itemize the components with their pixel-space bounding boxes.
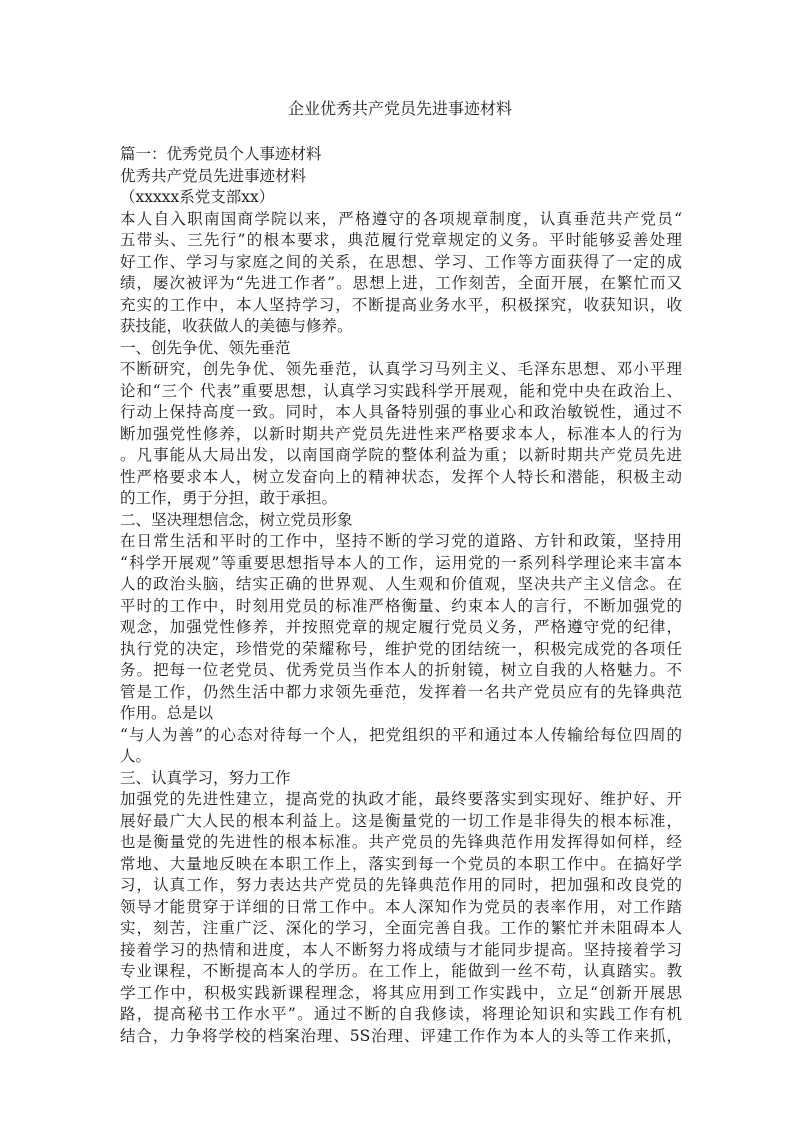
text-line: 人。: [120, 747, 152, 765]
text-line: 执行党的决定，珍惜党的荣耀称号，维护党的团结统一，积极完成党的各项任: [120, 639, 682, 658]
text-line: 也是衡量党的先进性的根本标准。共产党员的先锋典范作用发挥得如何样，经: [120, 833, 682, 851]
text-line: 的工作，勇于分担，敢于承担。: [120, 489, 338, 507]
text-line: 务。把每一位老党员、优秀党员当作本人的折射镜，树立自我的人格魅力。不: [120, 661, 682, 679]
text-line: 三、认真学习，努力工作: [120, 768, 291, 787]
text-line: 获技能，收获做人的美德与修养。: [120, 317, 353, 335]
text-line: 展好最广大人民的根本利益上。这是衡量党的一切工作是非得失的根本标准，: [120, 811, 682, 830]
document-body: [120, 144, 682, 1047]
text-line: 好工作、学习与家庭之间的关系，在思想、学习、工作等方面获得了一定的成: [120, 252, 682, 271]
text-line: 结合，力争将学校的档案治理、5S治理、评建工作作为本人的头等工作来抓，: [120, 1026, 682, 1045]
text-line: 实，刻苦，注重广泛、深化的学习，全面完善自我。工作的繁忙并未阻碍本人: [120, 919, 682, 937]
text-line: 论和“三个 代表”重要思想，认真学习实践科学开展观，能和党中央在政治上、: [120, 381, 682, 400]
text-line: 篇一：优秀党员个人事迹材料: [120, 145, 322, 163]
text-line: 五带头、三先行”的根本要求，典范履行党章规定的义务。平时能够妥善处理: [120, 231, 682, 249]
text-line: 行动上保持高度一致。同时，本人具备特别强的事业心和政治敏锐性，通过不: [120, 403, 682, 421]
text-line: 加强党的先进性建立，提高党的执政才能，最终要落实到实现好、维护好、开: [120, 790, 682, 808]
text-line: 常地、大量地反映在本职工作上，落实到每一个党员的本职工作中。在搞好学: [120, 854, 682, 873]
text-line: 习，认真工作，努力表达共产党员的先锋典范作用的同时，把加强和改良党的: [120, 876, 682, 894]
text-line: 接着学习的热情和进度，本人不断努力将成绩与才能同步提高。坚持接着学习: [120, 940, 682, 959]
text-line: 一、创先争优、领先垂范: [120, 338, 291, 357]
document-title: 企业优秀共产党员先进事迹材料: [287, 99, 512, 118]
text-line: 二、坚决理想信念，树立党员形象: [120, 510, 353, 529]
text-line: 充实的工作中，本人坚持学习，不断提高业务水平，积极探究，收获知识，收: [120, 295, 682, 314]
text-line: 在日常生活和平时的工作中，坚持不断的学习党的道路、方针和政策，坚持用: [120, 532, 682, 550]
text-line: 。凡事能从大局出发，以南国商学院的整体利益为重；以新时期共产党员先进: [120, 446, 682, 464]
text-line: “科学开展观”等重要思想指导本人的工作，运用党的一系列科学理论来丰富本: [120, 553, 682, 572]
text-line: 专业课程，不断提高本人的学历。在工作上，能做到一丝不苟，认真踏实。教: [120, 962, 682, 980]
text-line: 学工作中，积极实践新课程理念，将其应用到工作实践中，立足“创新开展思: [120, 983, 682, 1002]
text-line: 不断研究，创先争优、领先垂范，认真学习马列主义、毛泽东思想、邓小平理: [120, 360, 682, 378]
text-line: 绩，屡次被评为“先进工作者”。思想上进，工作刻苦，全面开展，在繁忙而又: [120, 274, 682, 292]
text-line: 断加强党性修养，以新时期共产党员先进性来严格要求本人，标准本人的行为: [120, 424, 682, 443]
text-line: 优秀共产党员先进事迹材料: [120, 166, 307, 185]
text-line: 本人自入职南国商学院以来，严格遵守的各项规章制度，认真垂范共产党员“: [120, 209, 682, 228]
text-line: 领导才能贯穿于详细的日常工作中。本人深知作为党员的表率作用，对工作踏: [120, 897, 682, 916]
text-line: “与人为善”的心态对待每一个人，把党组织的平和通过本人传输给每位四周的: [120, 725, 682, 744]
text-line: 作用。总是以: [120, 704, 214, 722]
text-line: 平时的工作中，时刻用党员的标准严格衡量、约束本人的言行，不断加强党的: [120, 596, 682, 615]
text-line: 观念，加强党性修养，并按照党章的规定履行党员义务，严格遵守党的纪律，: [120, 618, 682, 636]
text-line: 管是工作，仍然生活中都力求领先垂范，发挥着一名共产党员应有的先锋典范: [120, 682, 682, 701]
text-line: （xxxxx系党支部xx）: [120, 188, 275, 206]
text-line: 路，提高秘书工作水平”。通过不断的自我修读，将理论知识和实践工作有机: [120, 1005, 682, 1023]
text-line: 性严格要求本人，树立发奋向上的精神状态，发挥个人特长和潜能，积极主动: [120, 467, 682, 486]
text-line: 人的政治头脑，结实正确的世界观、人生观和价值观，坚决共产主义信念。在: [120, 575, 682, 593]
